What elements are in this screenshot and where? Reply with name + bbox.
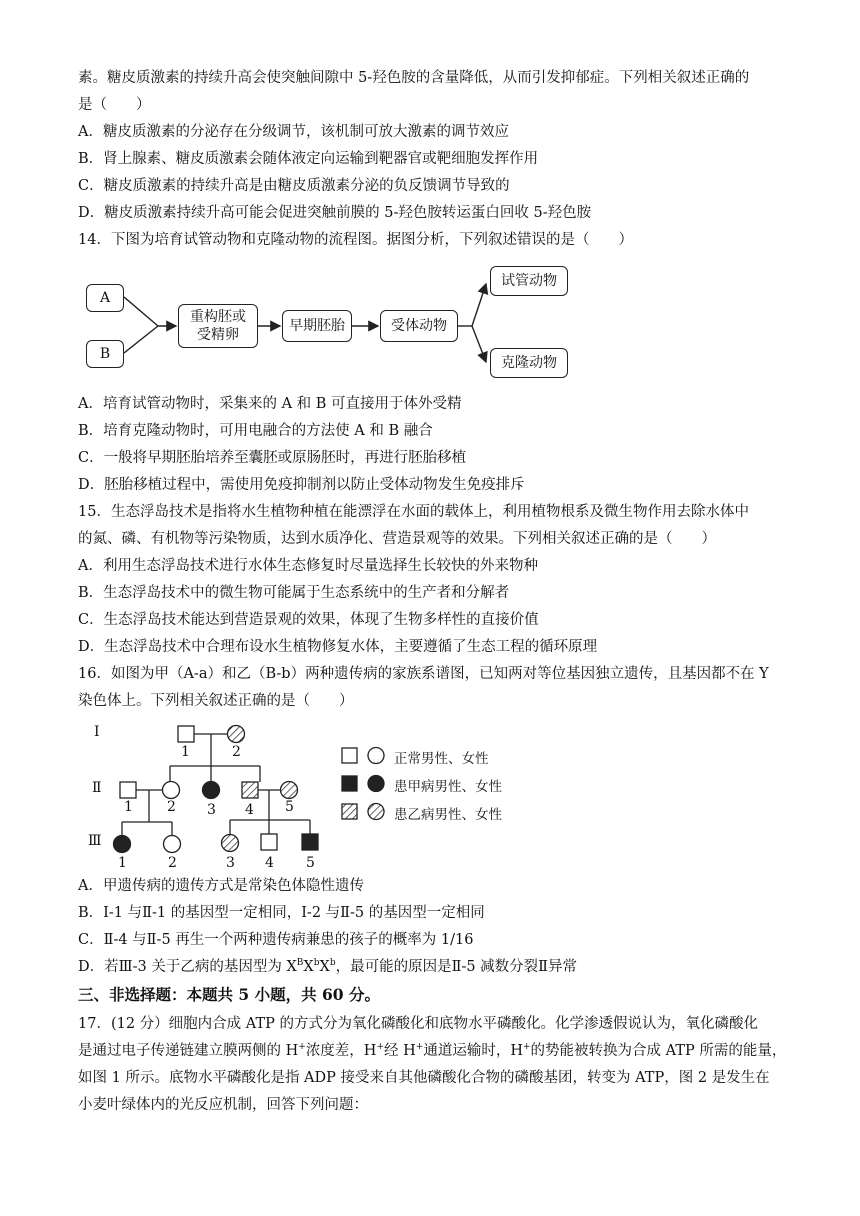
q14-stem: 14．下图为培育试管动物和克隆动物的流程图。据图分析，下列叙述错误的是（ ）	[78, 232, 633, 248]
q16-option-c: C．Ⅱ-4 与Ⅱ-5 再生一个两种遗传病兼患的孩子的概率为 1/16	[78, 932, 474, 948]
pedigree-chart	[80, 716, 520, 872]
i-2-number: 2	[232, 744, 241, 760]
ii-4-number: 4	[245, 802, 254, 818]
q14-option-a: A．培育试管动物时，采集来的 A 和 B 可直接用于体外受精	[78, 396, 462, 412]
q13-option-c: C．糖皮质激素的持续升高是由糖皮质激素分泌的负反馈调节导致的	[78, 178, 510, 194]
q16-d-sup1: B	[296, 958, 304, 969]
iii-5-number: 5	[306, 855, 315, 871]
q13-line1: 素。糖皮质激素的持续升高会使突触间隙中 5-羟色胺的含量降低，从而引发抑郁症。下列相关叙述正确的	[78, 70, 750, 86]
q16-d-mid1: X	[303, 959, 314, 975]
q17-sup-3: +	[415, 1042, 424, 1053]
q16-d-sup2: b	[313, 958, 320, 969]
flow-box-recipient: 受体动物	[380, 310, 458, 342]
q15-option-b: B．生态浮岛技术中的微生物可能属于生态系统中的生产者和分解者	[78, 585, 510, 601]
q13-line2: 是（ ）	[78, 97, 151, 113]
flow-embryo-line1: 重构胚或	[190, 309, 246, 325]
i-1-number: 1	[181, 744, 190, 760]
flow-box-embryo	[178, 304, 258, 348]
q15-option-a: A．利用生态浮岛技术进行水体生态修复时尽量选择生长较快的外来物种	[78, 558, 538, 574]
flow-embryo-line2: 受精卵	[197, 327, 239, 343]
flow-box-b: B	[86, 340, 124, 368]
q17-line2	[78, 1041, 786, 1061]
q16-d-post: ，最可能的原因是Ⅱ-5 减数分裂Ⅱ异常	[335, 959, 578, 975]
legend-disease-yi: 患乙病男性、女性	[394, 807, 502, 823]
q16-option-a: A．甲遗传病的遗传方式是常染色体隐性遗传	[78, 878, 364, 894]
iii-4-number: 4	[265, 855, 274, 871]
q17-line4: 小麦叶绿体内的光反应机制，回答下列问题：	[78, 1097, 368, 1113]
generation-i-label: Ⅰ	[94, 724, 100, 740]
flow-box-clone-animal: 克隆动物	[490, 348, 568, 378]
generation-ii-label: Ⅱ	[92, 780, 102, 796]
q13-option-b: B．肾上腺素、糖皮质激素会随体液定向运输到靶器官或靶细胞发挥作用	[78, 151, 539, 167]
q17-l2-a: 是通过电子传递链建立膜两侧的 H	[78, 1043, 299, 1059]
q16-option-d	[78, 957, 577, 977]
q17-line3: 如图 1 所示。底物水平磷酸化是指 ADP 接受来自其他磷酸化合物的磷酸基团，转变为 ATP，图 2 是发生在	[78, 1070, 770, 1086]
q17-l2-d: 通道运输时，H	[423, 1043, 523, 1059]
q17-line1: 17．(12 分）细胞内合成 ATP 的方式分为氧化磷酸化和底物水平磷酸化。化学渗透假说认为，氧化磷酸化	[78, 1016, 758, 1032]
legend-normal: 正常男性、女性	[394, 751, 489, 767]
ii-3-number: 3	[207, 802, 216, 818]
q15-option-d: D．生态浮岛技术中合理布设水生植物修复水体，主要遵循了生态工程的循环原理	[78, 639, 598, 655]
ii-1-number: 1	[124, 799, 133, 815]
q13-option-a: A．糖皮质激素的分泌存在分级调节，该机制可放大激素的调节效应	[78, 124, 509, 140]
section-3-heading: 三、非选择题：本题共 5 小题，共 60 分。	[78, 985, 380, 1004]
q16-d-sup3: b	[329, 958, 336, 969]
q15-option-c: C．生态浮岛技术能达到营造景观的效果，体现了生物多样性的直接价值	[78, 612, 539, 628]
q17-l2-e: 的势能被转换为合成 ATP 所需的能量，	[530, 1043, 787, 1059]
q16-d-mid2: X	[319, 959, 330, 975]
q17-l2-b: 浓度差，H	[305, 1043, 377, 1059]
q14-option-b: B．培育克隆动物时，可用电融合的方法使 A 和 B 融合	[78, 423, 433, 439]
flowchart	[80, 262, 580, 384]
iii-2-number: 2	[168, 855, 177, 871]
ii-2-number: 2	[167, 799, 176, 815]
q13-option-d: D．糖皮质激素持续升高可能会促进突触前膜的 5-羟色胺转运蛋白回收 5-羟色胺	[78, 205, 592, 221]
q17-l2-c: 经 H	[384, 1043, 416, 1059]
ii-5-number: 5	[285, 799, 294, 815]
q16-option-b: B．Ⅰ-1 与Ⅱ-1 的基因型一定相同，Ⅰ-2 与Ⅱ-5 的基因型一定相同	[78, 905, 485, 921]
q16-line2: 染色体上。下列相关叙述正确的是（ ）	[78, 693, 354, 709]
iii-1-number: 1	[118, 855, 127, 871]
q15-line2: 的氮、磷、有机物等污染物质，达到水质净化、营造景观等的效果。下列相关叙述正确的是（ ）	[78, 531, 716, 547]
iii-3-number: 3	[226, 855, 235, 871]
q14-option-c: C．一般将早期胚胎培养至囊胚或原肠胚时，再进行胚胎移植	[78, 450, 467, 466]
generation-iii-label: Ⅲ	[88, 833, 102, 849]
q15-line1: 15．生态浮岛技术是指将水生植物种植在能漂浮在水面的载体上，利用植物根系及微生物作用去除水体中	[78, 504, 749, 520]
flow-box-a: A	[86, 284, 124, 312]
q17-sup-1: +	[298, 1042, 306, 1053]
flow-box-test-tube-animal: 试管动物	[490, 266, 568, 296]
q16-d-pre: D．若Ⅲ-3 关于乙病的基因型为 X	[78, 959, 297, 975]
q14-option-d: D．胚胎移植过程中，需使用免疫抑制剂以防止受体动物发生免疫排斥	[78, 477, 525, 493]
q17-sup-4: +	[522, 1042, 531, 1053]
flow-box-early-embryo: 早期胚胎	[282, 310, 352, 342]
legend-disease-jia: 患甲病男性、女性	[394, 779, 502, 795]
q16-line1: 16．如图为甲（A-a）和乙（B-b）两种遗传病的家族系谱图，已知两对等位基因独立遗传，且基因都不在 Y	[78, 666, 769, 682]
q17-sup-2: +	[376, 1042, 385, 1053]
